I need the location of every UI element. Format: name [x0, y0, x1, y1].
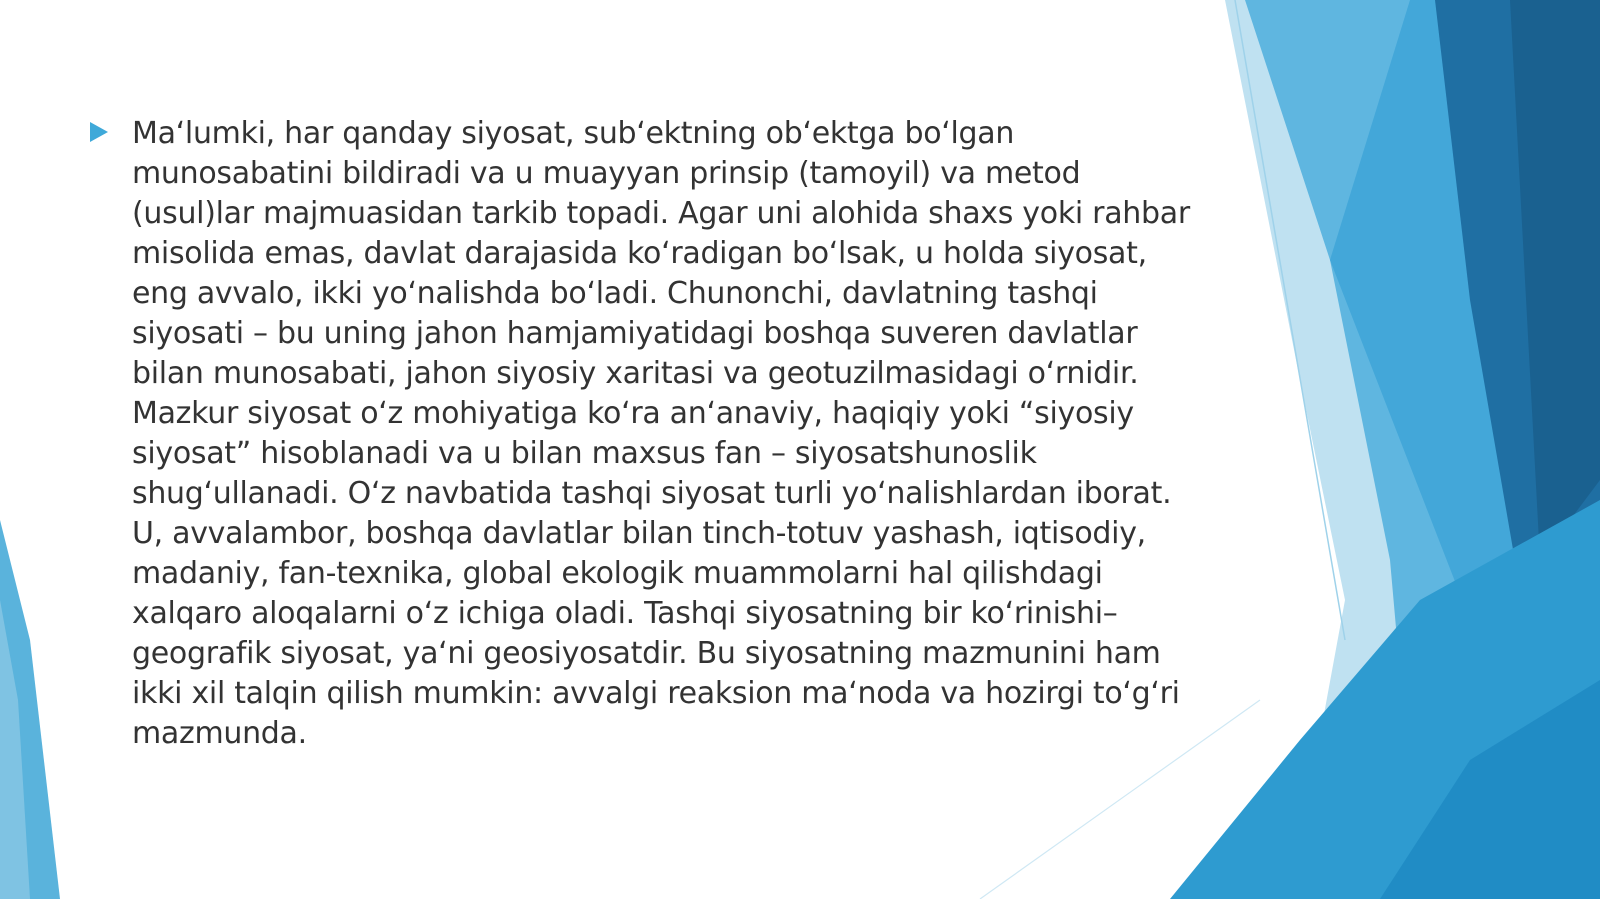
- bullet-item: [90, 114, 1200, 754]
- slide-body: [90, 114, 1200, 754]
- bullet-text: Ma‘lumki, har qanday siyosat, sub‘ektning ob‘ektga bo‘lgan munosabatini bildiradi va u muayyan prinsip (tamoyil) va metod (usul)lar majmuasidan tarkib topadi. Agar uni alohida shaxs yoki rahbar misolida emas, davlat darajasida ko‘radigan bo‘lsak, u holda siyosat, eng avvalo, ikki yo‘nalishda bo‘ladi. Chunonchi, davlatning tashqi siyosati – bu uning jahon hamjamiyatidagi boshqa suveren davlatlar bilan munosabati, jahon siyosiy xaritasi va geotuzilmasidagi o‘rnidir. Mazkur siyosat o‘z mohiyatiga ko‘ra an‘anaviy, haqiqiy yoki “siyosiy siyosat” hisoblanadi va u bilan maxsus fan – siyosatshunoslik shug‘ullanadi. O‘z navbatida tashqi siyosat turli yo‘nalishlardan iborat. U, avvalambor, boshqa davlatlar bilan tinch-totuv yashash, iqtisodiy, madaniy, fan-texnika, global ekologik muammolarni hal qilishdagi xalqaro aloqalarni o‘z ichiga oladi. Tashqi siyosatning bir ko‘rinishi–geografik siyosat, ya‘ni geosiyosatdir. Bu siyosatning mazmunini ham ikki xil talqin qilish mumkin: avvalgi reaksion ma‘noda va hozirgi to‘g‘ri mazmunda.: [132, 116, 1190, 751]
- triangle-bullet-icon: [90, 122, 108, 142]
